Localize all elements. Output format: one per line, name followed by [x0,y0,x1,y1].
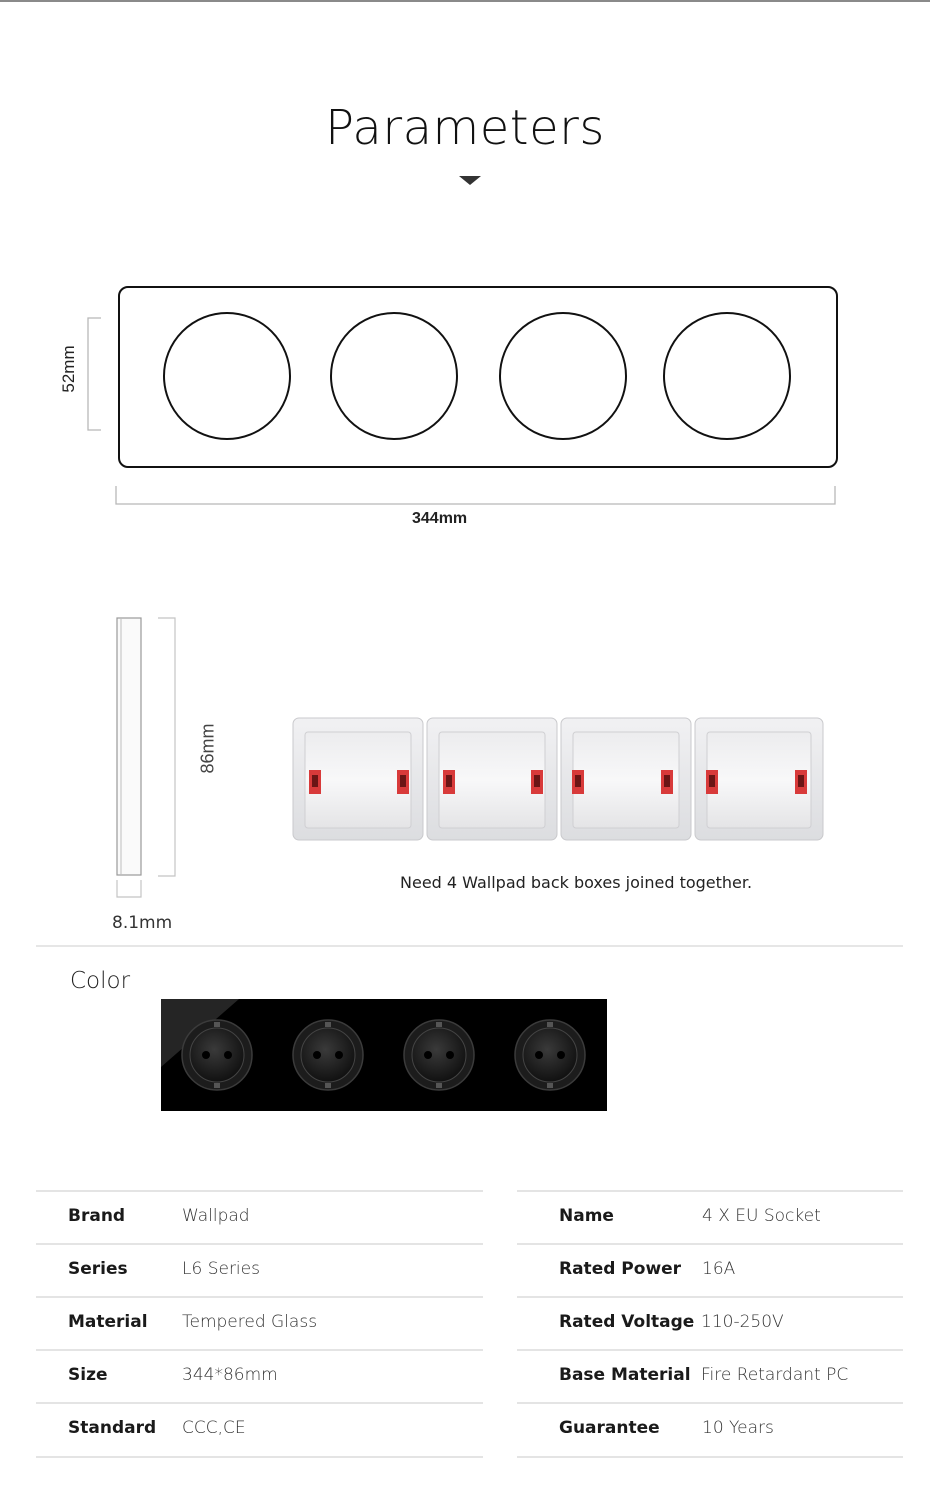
spec-key: Standard [68,1418,157,1438]
depth-label: 8.1mm [112,913,173,933]
spec-value: 110-250V [701,1312,784,1332]
height-dimension-label: 52mm [59,345,78,393]
spec-row [36,1190,483,1244]
socket-outline-4 [664,313,790,439]
black-socket-1 [182,1020,252,1090]
black-socket-4 [515,1020,585,1090]
page-title: Parameters [325,100,605,156]
back-box-note: Need 4 Wallpad back boxes joined together. [400,873,753,892]
spec-key: Base Material [559,1365,691,1385]
socket-outline-3 [500,313,626,439]
spec-value: CCC,CE [182,1418,246,1438]
socket-outline-1 [164,313,290,439]
width-bracket [116,486,835,504]
spec-row [36,1243,483,1297]
color-swatch-black-panel [161,999,607,1111]
spec-row [517,1402,903,1458]
spec-key: Brand [68,1206,126,1226]
spec-row [517,1243,903,1297]
spec-value: Tempered Glass [182,1312,318,1332]
socket-outline-2 [331,313,457,439]
spec-row [36,1402,483,1458]
width-dimension-label: 344mm [412,510,468,527]
spec-key: Rated Power [559,1259,682,1279]
black-socket-3 [404,1020,474,1090]
spec-key: Rated Voltage [559,1312,695,1332]
spec-row [517,1296,903,1350]
back-box-1 [293,718,423,840]
spec-key: Size [68,1365,108,1385]
back-boxes-image [285,712,830,847]
back-box-4 [695,718,823,840]
spec-value: 16A [702,1259,736,1279]
spec-row [517,1190,903,1244]
spec-key: Guarantee [559,1418,660,1438]
spec-row [36,1349,483,1403]
spec-key: Series [68,1259,128,1279]
caret-down-icon [459,176,481,185]
spec-row [517,1349,903,1403]
height-bracket [88,318,101,430]
section-divider [36,945,903,947]
black-socket-2 [293,1020,363,1090]
top-divider [0,0,930,2]
spec-value: 344*86mm [182,1365,278,1385]
spec-value: 4 X EU Socket [702,1206,821,1226]
side-view-diagram [100,610,190,900]
side-height-bracket [158,618,175,876]
spec-value: 10 Years [702,1418,774,1438]
spec-key: Material [68,1312,148,1332]
spec-key: Name [559,1206,614,1226]
side-height-label: 86mm [197,723,218,774]
spec-row [36,1296,483,1350]
depth-bracket [117,880,141,897]
front-view-diagram [0,270,930,540]
spec-value: Wallpad [182,1206,250,1226]
back-box-2 [427,718,557,840]
back-box-3 [561,718,691,840]
spec-value: L6 Series [182,1259,260,1279]
spec-value: Fire Retardant PC [701,1365,849,1385]
color-heading: Color [70,968,131,994]
